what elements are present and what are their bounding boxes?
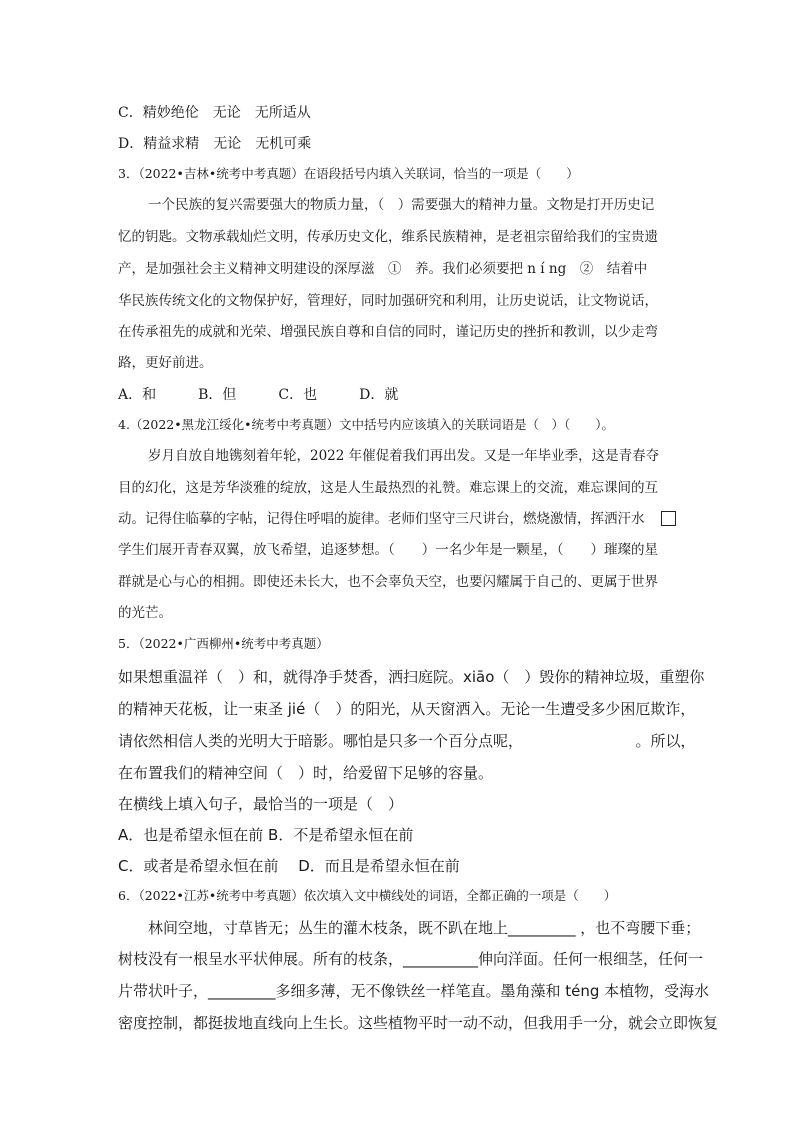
q3-passage-line: 华民族传统文化的文物保护好，管理好，同时加强研究和利用，让历史说话，让文物说话，: [118, 293, 658, 309]
q4-passage-line: 动。记得住临摹的字帖，记得住呼唱的旋律。老师们坚守三尺讲台，燃烧激情，挥洒汗水: [118, 511, 645, 527]
q5-passage-line: 请依然相信人类的光明大于暗影。哪怕是只多一个百分点呢， 。所以，: [118, 732, 696, 750]
q4-passage-line: 的光芒。: [118, 605, 172, 621]
q5-passage-line: 如果想重温祥（ ）和，就得净手焚香，洒扫庭院。xiāo（ ）毁你的精神垃圾，重塑你: [118, 668, 705, 686]
option-d-q2: D．精益求精 无论 无机可乘: [118, 136, 312, 152]
q6-passage-line: 片带状叶子，_________多细多薄，无不像铁丝一样笔直。墨角藻和 téng 本植物，受海水: [118, 982, 710, 1000]
q3-options: A．和 B．但 C．也 D．就: [118, 387, 399, 403]
q3-passage-line: 在传承祖先的成就和光荣、增强民族自尊和自信的同时，谨记历史的挫折和教训，以少走弯: [118, 324, 658, 340]
q4-passage-line: 群就是心与心的相拥。即使还未长大，也不会辜负天空，也要闪耀属于自己的、更属于世界: [118, 574, 658, 590]
q5-options-cd: C．或者是希望永恒在前 D．而且是希望永恒在前: [118, 857, 460, 875]
question-3-header: 3．（2022•吉林•统考中考真题）在语段括号内填入关联词，恰当的一项是（ ）: [118, 166, 579, 181]
q6-passage-line: 密度控制，都挺拔地直线向上生长。这些植物平时一动不动，但我用手一分，就会立即恢复: [118, 1014, 719, 1032]
q3-passage-line: 路，更好前进。: [118, 355, 213, 371]
q6-passage-line: 林间空地，寸草皆无；丛生的灌木枝条，既不趴在地上_________ ，也不弯腰下垂；: [148, 919, 701, 937]
q4-passage-line: 学生们展开青春双翼，放飞希望，追逐梦想。（ ）一名少年是一颗星，（ ）璀璨的星: [118, 542, 658, 558]
q3-passage-line: 忆的钥匙。文物承载灿烂文明，传承历史文化，维系民族精神，是老祖宗留给我们的宝贵遗: [118, 229, 658, 245]
q5-options-ab: A．也是希望永恒在前 B．不是希望永恒在前: [118, 826, 414, 844]
question-5-header: 5．（2022•广西柳州•统考中考真题）: [118, 636, 329, 651]
q4-passage-line: 目的幻化，这是芳华淡雅的绽放，这是人生最热烈的礼赞。难忘课上的交流，难忘课间的互: [118, 480, 658, 496]
option-c-q2: C．精妙绝伦 无论 无所适从: [118, 105, 311, 121]
q3-passage-line: 一个民族的复兴需要强大的物质力量，（ ）需要强大的精神力量。文物是打开历史记: [148, 197, 655, 213]
q3-passage-line: 产，是加强社会主义精神文明建设的深厚滋 ① 养。我们必须要把 n í ng ② 结着中: [118, 261, 648, 277]
question-6-header: 6．（2022•江苏•统考中考真题）依次填入文中横线处的词语，全都正确的一项是（ ）: [118, 888, 617, 903]
q5-passage-line: 在布置我们的精神空间（ ）时，给爱留下足够的容量。: [118, 764, 494, 782]
q5-passage-line: 的精神天花板，让一束圣 jié（ ）的阳光，从天窗洒入。无论一生遭受多少困厄欺诈，: [118, 700, 696, 718]
question-4-header: 4.（2022•黑龙江绥化•统考中考真题）文中括号内应该填入的关联词语是（ ）（ ）。: [118, 417, 614, 432]
missing-glyph-box: [661, 511, 676, 526]
q6-passage-line: 树枝没有一根呈水平状伸展。所有的枝条，__________伸向洋面。任何一根细茎，任何一: [118, 950, 704, 968]
q4-passage-line: 岁月自放自地镌刻着年轮，2022 年催促着我们再出发。又是一年毕业季，这是青春夺: [148, 448, 660, 464]
q5-prompt: 在横线上填入句子，最恰当的一项是（ ）: [118, 795, 404, 813]
